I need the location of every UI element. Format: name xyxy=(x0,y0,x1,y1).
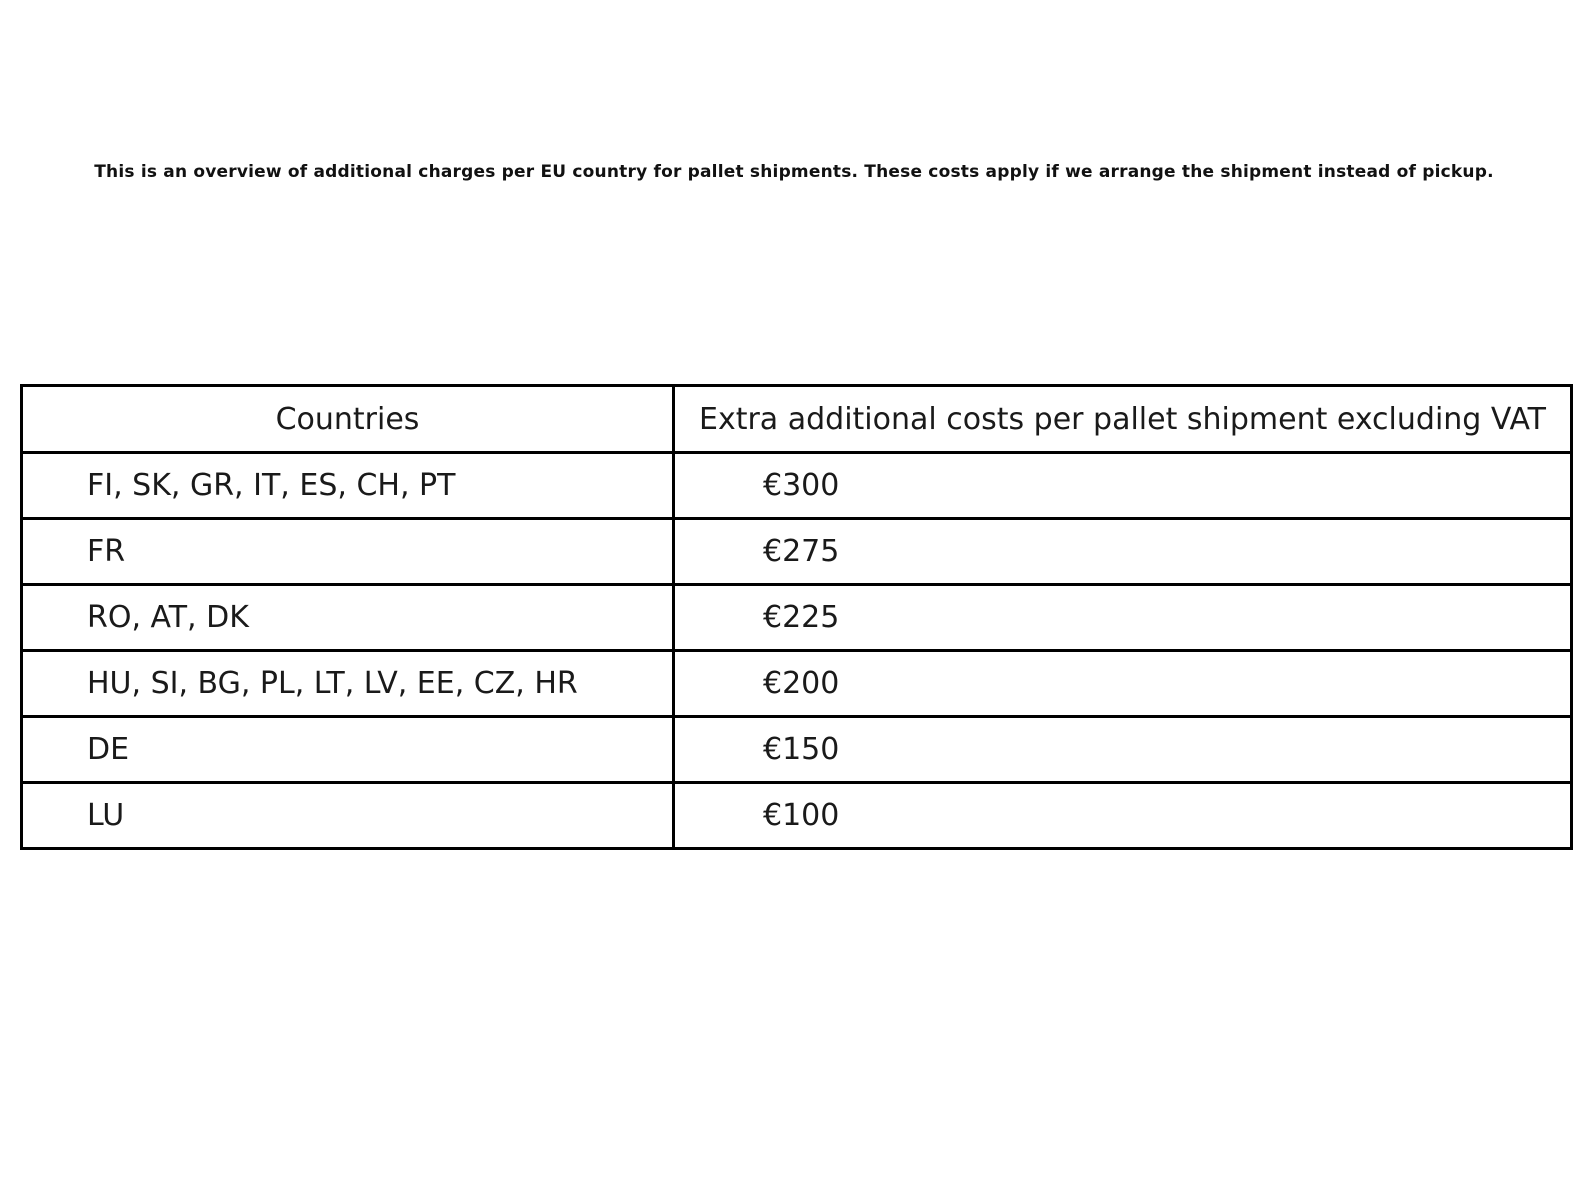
header-row xyxy=(22,386,1572,453)
countries-cell: HU, SI, BG, PL, LT, LV, EE, CZ, HR xyxy=(22,651,674,717)
table-row xyxy=(22,519,1572,585)
countries-cell: DE xyxy=(22,717,674,783)
charges-table xyxy=(20,384,1573,850)
table-row xyxy=(22,783,1572,849)
column-header-countries: Countries xyxy=(22,386,674,453)
cost-cell: €150 xyxy=(674,717,1572,783)
countries-cell: FI, SK, GR, IT, ES, CH, PT xyxy=(22,453,674,519)
cost-cell: €225 xyxy=(674,585,1572,651)
intro-text: This is an overview of additional charges per EU country for pallet shipments. These costs apply if we arrange the shipment instead of pickup. xyxy=(94,162,1494,182)
countries-cell: RO, AT, DK xyxy=(22,585,674,651)
column-header-costs: Extra additional costs per pallet shipment excluding VAT xyxy=(674,386,1572,453)
table-row xyxy=(22,585,1572,651)
table-row xyxy=(22,651,1572,717)
countries-cell: LU xyxy=(22,783,674,849)
table-header xyxy=(22,386,1572,453)
cost-cell: €300 xyxy=(674,453,1572,519)
table-body xyxy=(22,453,1572,849)
cost-cell: €275 xyxy=(674,519,1572,585)
cost-cell: €100 xyxy=(674,783,1572,849)
table-row xyxy=(22,453,1572,519)
table-row xyxy=(22,717,1572,783)
cost-cell: €200 xyxy=(674,651,1572,717)
countries-cell: FR xyxy=(22,519,674,585)
